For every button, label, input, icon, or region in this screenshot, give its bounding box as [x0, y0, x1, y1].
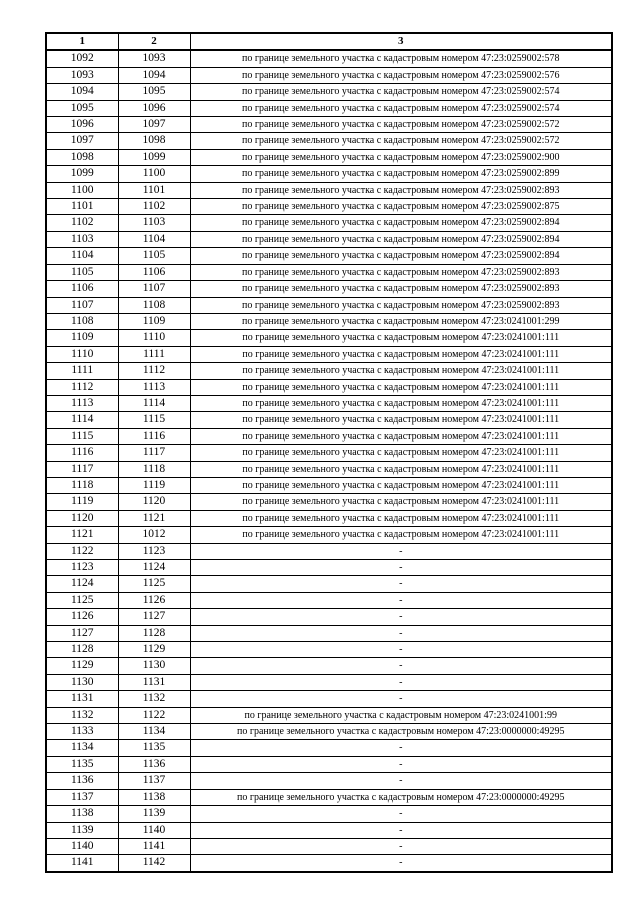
column-header-3: 3	[190, 33, 612, 50]
table-row	[46, 215, 612, 231]
point-from-cell: 1130	[46, 674, 118, 690]
boundary-description-cell: по границе земельного участка с кадастровым номером 47:23:0241001:111	[190, 477, 612, 493]
point-from-cell: 1116	[46, 445, 118, 461]
table-row	[46, 494, 612, 510]
point-from-cell: 1138	[46, 806, 118, 822]
point-from-cell: 1110	[46, 346, 118, 362]
boundary-description-cell: по границе земельного участка с кадастровым номером 47:23:0259002:893	[190, 297, 612, 313]
point-from-cell: 1095	[46, 100, 118, 116]
point-to-cell: 1112	[118, 363, 190, 379]
table-row	[46, 642, 612, 658]
header-row	[46, 33, 612, 50]
point-to-cell: 1141	[118, 838, 190, 854]
point-to-cell: 1096	[118, 100, 190, 116]
point-from-cell: 1141	[46, 855, 118, 872]
point-to-cell: 1113	[118, 379, 190, 395]
point-to-cell: 1108	[118, 297, 190, 313]
point-to-cell: 1123	[118, 543, 190, 559]
table-row	[46, 281, 612, 297]
point-from-cell: 1131	[46, 691, 118, 707]
table-row	[46, 806, 612, 822]
point-to-cell: 1099	[118, 149, 190, 165]
boundary-description-cell: по границе земельного участка с кадастровым номером 47:23:0259002:572	[190, 117, 612, 133]
table-row	[46, 166, 612, 182]
table-row	[46, 707, 612, 723]
point-from-cell: 1114	[46, 412, 118, 428]
table-row	[46, 477, 612, 493]
point-from-cell: 1100	[46, 182, 118, 198]
table-row	[46, 330, 612, 346]
point-from-cell: 1105	[46, 264, 118, 280]
point-from-cell: 1119	[46, 494, 118, 510]
point-to-cell: 1102	[118, 199, 190, 215]
table-row	[46, 560, 612, 576]
point-to-cell: 1110	[118, 330, 190, 346]
point-to-cell: 1122	[118, 707, 190, 723]
point-to-cell: 1012	[118, 527, 190, 543]
point-from-cell: 1124	[46, 576, 118, 592]
table-row	[46, 313, 612, 329]
point-to-cell: 1114	[118, 395, 190, 411]
table-row	[46, 658, 612, 674]
point-to-cell: 1105	[118, 248, 190, 264]
boundary-description-cell: по границе земельного участка с кадастровым номером 47:23:0241001:111	[190, 527, 612, 543]
table-row	[46, 149, 612, 165]
table-row	[46, 264, 612, 280]
point-to-cell: 1116	[118, 428, 190, 444]
point-to-cell: 1134	[118, 724, 190, 740]
point-from-cell: 1103	[46, 231, 118, 247]
table-row	[46, 592, 612, 608]
boundary-description-cell: -	[190, 576, 612, 592]
boundary-description-cell: по границе земельного участка с кадастровым номером 47:23:0241001:111	[190, 494, 612, 510]
point-from-cell: 1123	[46, 560, 118, 576]
table-row	[46, 231, 612, 247]
point-from-cell: 1115	[46, 428, 118, 444]
point-to-cell: 1121	[118, 510, 190, 526]
boundary-description-cell: -	[190, 740, 612, 756]
point-from-cell: 1104	[46, 248, 118, 264]
point-from-cell: 1113	[46, 395, 118, 411]
table-row	[46, 609, 612, 625]
table-row	[46, 133, 612, 149]
table-row	[46, 822, 612, 838]
point-to-cell: 1136	[118, 756, 190, 772]
table-row	[46, 363, 612, 379]
table-row	[46, 50, 612, 67]
boundary-description-cell: по границе земельного участка с кадастровым номером 47:23:0241001:111	[190, 461, 612, 477]
table-row	[46, 527, 612, 543]
boundary-description-cell: -	[190, 756, 612, 772]
table-row	[46, 740, 612, 756]
table-row	[46, 379, 612, 395]
point-from-cell: 1117	[46, 461, 118, 477]
table-row	[46, 346, 612, 362]
boundary-description-cell: по границе земельного участка с кадастровым номером 47:23:0259002:576	[190, 67, 612, 83]
boundary-description-cell: по границе земельного участка с кадастровым номером 47:23:0241001:111	[190, 379, 612, 395]
point-from-cell: 1118	[46, 477, 118, 493]
point-from-cell: 1106	[46, 281, 118, 297]
point-from-cell: 1136	[46, 773, 118, 789]
point-from-cell: 1122	[46, 543, 118, 559]
table-row	[46, 510, 612, 526]
point-to-cell: 1119	[118, 477, 190, 493]
point-to-cell: 1101	[118, 182, 190, 198]
table-row	[46, 428, 612, 444]
boundary-description-cell: по границе земельного участка с кадастровым номером 47:23:0241001:111	[190, 445, 612, 461]
point-from-cell: 1134	[46, 740, 118, 756]
boundary-description-table	[45, 32, 613, 873]
point-to-cell: 1135	[118, 740, 190, 756]
point-to-cell: 1117	[118, 445, 190, 461]
table-row	[46, 756, 612, 772]
point-to-cell: 1093	[118, 50, 190, 67]
point-from-cell: 1096	[46, 117, 118, 133]
table-row	[46, 461, 612, 477]
point-to-cell: 1118	[118, 461, 190, 477]
boundary-description-cell: -	[190, 773, 612, 789]
point-from-cell: 1097	[46, 133, 118, 149]
boundary-description-cell: -	[190, 855, 612, 872]
column-header-1: 1	[46, 33, 118, 50]
point-from-cell: 1112	[46, 379, 118, 395]
point-to-cell: 1139	[118, 806, 190, 822]
boundary-description-cell: по границе земельного участка с кадастровым номером 47:23:0259002:893	[190, 281, 612, 297]
boundary-description-cell: по границе земельного участка с кадастровым номером 47:23:0259002:893	[190, 182, 612, 198]
point-to-cell: 1106	[118, 264, 190, 280]
point-to-cell: 1094	[118, 67, 190, 83]
boundary-description-cell: по границе земельного участка с кадастровым номером 47:23:0241001:99	[190, 707, 612, 723]
point-to-cell: 1103	[118, 215, 190, 231]
boundary-description-cell: -	[190, 609, 612, 625]
point-from-cell: 1101	[46, 199, 118, 215]
table-row	[46, 297, 612, 313]
point-from-cell: 1120	[46, 510, 118, 526]
point-from-cell: 1128	[46, 642, 118, 658]
point-to-cell: 1126	[118, 592, 190, 608]
point-to-cell: 1109	[118, 313, 190, 329]
point-from-cell: 1094	[46, 84, 118, 100]
table-body	[46, 50, 612, 871]
table-row	[46, 576, 612, 592]
boundary-description-cell: по границе земельного участка с кадастровым номером 47:23:0241001:111	[190, 346, 612, 362]
point-from-cell: 1093	[46, 67, 118, 83]
point-to-cell: 1142	[118, 855, 190, 872]
table-row	[46, 773, 612, 789]
point-from-cell: 1127	[46, 625, 118, 641]
boundary-description-cell: по границе земельного участка с кадастровым номером 47:23:0259002:894	[190, 231, 612, 247]
point-to-cell: 1100	[118, 166, 190, 182]
point-from-cell: 1132	[46, 707, 118, 723]
column-header-2: 2	[118, 33, 190, 50]
table-row	[46, 674, 612, 690]
point-to-cell: 1111	[118, 346, 190, 362]
boundary-description-cell: -	[190, 625, 612, 641]
table-row	[46, 117, 612, 133]
point-to-cell: 1131	[118, 674, 190, 690]
table-row	[46, 543, 612, 559]
boundary-description-cell: по границе земельного участка с кадастровым номером 47:23:0241001:111	[190, 510, 612, 526]
point-from-cell: 1092	[46, 50, 118, 67]
boundary-description-cell: -	[190, 658, 612, 674]
boundary-description-cell: по границе земельного участка с кадастровым номером 47:23:0241001:111	[190, 363, 612, 379]
table-row	[46, 625, 612, 641]
boundary-description-cell: по границе земельного участка с кадастровым номером 47:23:0259002:578	[190, 50, 612, 67]
point-from-cell: 1126	[46, 609, 118, 625]
point-from-cell: 1098	[46, 149, 118, 165]
table-row	[46, 838, 612, 854]
boundary-description-cell: -	[190, 560, 612, 576]
point-to-cell: 1125	[118, 576, 190, 592]
point-from-cell: 1137	[46, 789, 118, 805]
boundary-description-cell: по границе земельного участка с кадастровым номером 47:23:0259002:894	[190, 215, 612, 231]
boundary-description-cell: -	[190, 543, 612, 559]
boundary-description-cell: по границе земельного участка с кадастровым номером 47:23:0259002:574	[190, 100, 612, 116]
boundary-description-cell: по границе земельного участка с кадастровым номером 47:23:0241001:299	[190, 313, 612, 329]
boundary-description-cell: -	[190, 592, 612, 608]
table-row	[46, 412, 612, 428]
boundary-description-cell: -	[190, 822, 612, 838]
boundary-description-cell: по границе земельного участка с кадастровым номером 47:23:0259002:574	[190, 84, 612, 100]
point-to-cell: 1097	[118, 117, 190, 133]
point-from-cell: 1111	[46, 363, 118, 379]
table-row	[46, 84, 612, 100]
point-from-cell: 1121	[46, 527, 118, 543]
table-row	[46, 855, 612, 872]
boundary-description-cell: по границе земельного участка с кадастровым номером 47:23:0259002:899	[190, 166, 612, 182]
boundary-description-cell: по границе земельного участка с кадастровым номером 47:23:0000000:49295	[190, 724, 612, 740]
point-from-cell: 1135	[46, 756, 118, 772]
boundary-description-cell: по границе земельного участка с кадастровым номером 47:23:0259002:572	[190, 133, 612, 149]
table-header	[46, 33, 612, 50]
point-to-cell: 1132	[118, 691, 190, 707]
point-from-cell: 1107	[46, 297, 118, 313]
point-to-cell: 1124	[118, 560, 190, 576]
boundary-description-cell: по границе земельного участка с кадастровым номером 47:23:0241001:111	[190, 412, 612, 428]
table-row	[46, 789, 612, 805]
point-to-cell: 1138	[118, 789, 190, 805]
boundary-description-cell: по границе земельного участка с кадастровым номером 47:23:0259002:894	[190, 248, 612, 264]
table-row	[46, 691, 612, 707]
point-to-cell: 1127	[118, 609, 190, 625]
point-to-cell: 1115	[118, 412, 190, 428]
point-to-cell: 1140	[118, 822, 190, 838]
table-row	[46, 248, 612, 264]
point-from-cell: 1140	[46, 838, 118, 854]
table-row	[46, 67, 612, 83]
point-from-cell: 1125	[46, 592, 118, 608]
point-to-cell: 1137	[118, 773, 190, 789]
boundary-description-cell: -	[190, 642, 612, 658]
point-to-cell: 1128	[118, 625, 190, 641]
point-from-cell: 1109	[46, 330, 118, 346]
point-from-cell: 1133	[46, 724, 118, 740]
boundary-description-cell: -	[190, 806, 612, 822]
point-from-cell: 1129	[46, 658, 118, 674]
point-to-cell: 1098	[118, 133, 190, 149]
point-to-cell: 1129	[118, 642, 190, 658]
point-from-cell: 1108	[46, 313, 118, 329]
boundary-description-cell: по границе земельного участка с кадастровым номером 47:23:0241001:111	[190, 395, 612, 411]
point-to-cell: 1104	[118, 231, 190, 247]
table-row	[46, 199, 612, 215]
point-from-cell: 1099	[46, 166, 118, 182]
point-to-cell: 1120	[118, 494, 190, 510]
boundary-description-cell: по границе земельного участка с кадастровым номером 47:23:0241001:111	[190, 330, 612, 346]
table-row	[46, 724, 612, 740]
boundary-description-cell: -	[190, 691, 612, 707]
point-from-cell: 1139	[46, 822, 118, 838]
point-to-cell: 1095	[118, 84, 190, 100]
table-row	[46, 100, 612, 116]
boundary-description-cell: по границе земельного участка с кадастровым номером 47:23:0000000:49295	[190, 789, 612, 805]
table-row	[46, 395, 612, 411]
table-row	[46, 445, 612, 461]
boundary-description-cell: по границе земельного участка с кадастровым номером 47:23:0241001:111	[190, 428, 612, 444]
point-from-cell: 1102	[46, 215, 118, 231]
boundary-description-cell: -	[190, 674, 612, 690]
point-to-cell: 1107	[118, 281, 190, 297]
boundary-description-cell: по границе земельного участка с кадастровым номером 47:23:0259002:900	[190, 149, 612, 165]
table-row	[46, 182, 612, 198]
boundary-description-cell: -	[190, 838, 612, 854]
point-to-cell: 1130	[118, 658, 190, 674]
boundary-description-cell: по границе земельного участка с кадастровым номером 47:23:0259002:875	[190, 199, 612, 215]
boundary-description-cell: по границе земельного участка с кадастровым номером 47:23:0259002:893	[190, 264, 612, 280]
